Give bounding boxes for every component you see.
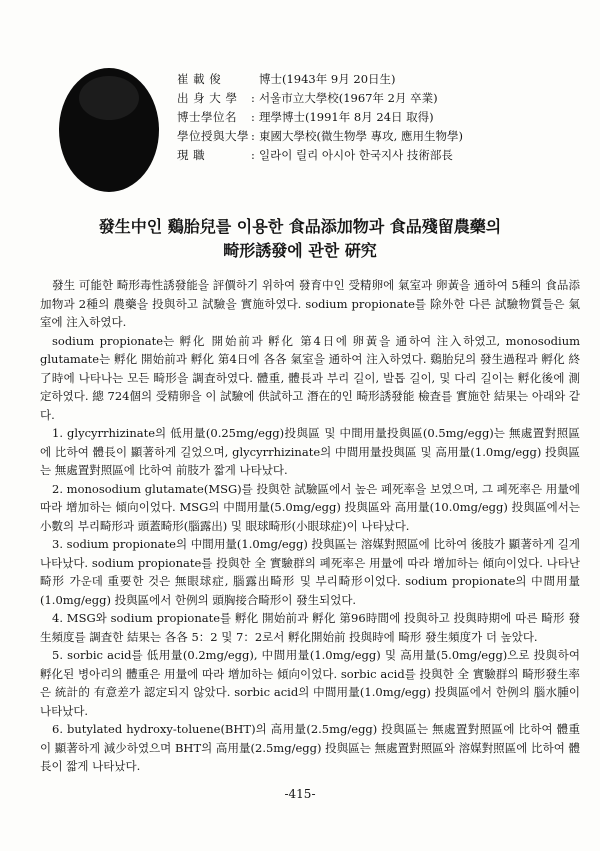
bio-label: 博士學位名 — [177, 110, 237, 124]
abstract-paragraph: 2. monosodium glutamate(MSG)를 投與한 試驗區에서 높은 폐死率을 보였으며, 그 폐死率은 用量에 따라 增加하는 傾向이었다. MSG의 中間用量(5.0mg/egg) 投與區와 高用量(10.0mg/egg) 投與區에서는 小數의 부리畸形과 頭蓋畸形(腦露出) 및 眼球畸形(小眼球症)이 나타났다. — [40, 481, 580, 533]
abstract-paragraph: 3. sodium propionate의 中間用量(1.0mg/egg) 投與區는 溶媒對照區에 比하여 後肢가 顯著하게 길게 나타났다. sodium propionate를 投與한 全 實驗群의 폐死率은 用量에 따라 增加하는 傾向이었다. 나타난 畸形 가운데 重要한 것은 無眼球症, 腦露出畸形 및 부리畸形이었다. sodium propionate의 中間用量(1.0mg/egg) 投與區에서 한例의 頭胸接合畸形이 發生되었다. — [40, 537, 580, 607]
author-name: 崔 載 俊 — [177, 72, 222, 86]
abstract-paragraph: 發生 可能한 畸形毒性誘發能을 評價하기 위하여 發育中인 受精卵에 氣室과 卵黃을 通하여 5種의 食品添加物과 2種의 農藥을 投與하고 試驗을 實施하였다. sodium propionate를 除外한 다른 試驗物質들은 氣室에 注入하였다. — [40, 278, 580, 329]
abstract-paragraph: 6. butylated hydroxy-toluene(BHT)의 高用量(2.5mg/egg) 投與區는 無處置對照區에 比하여 體重이 顯著하게 減少하였으며 BHT의 高用量(2.5mg/egg) 投與區는 無處置對照區와 溶媒對照區에 比하여 體長이 짧게 나타났다. — [40, 722, 580, 773]
bio-value: 서울市立大學校(1967年 2月 卒業) — [259, 91, 438, 105]
abstract-paragraph: 4. MSG와 sodium propionate를 孵化 開始前과 孵化 第96時間에 投與하고 投與時期에 따른 畸形 發生頻度를 調査한 結果는 各各 5：2 및 7：2로서 孵化開始前 投與時에 畸形 發生頻度가 더 높았다. — [40, 611, 580, 644]
abstract-paragraph: 1. glycyrrhizinate의 低用量(0.25mg/egg)投與區 및 中間用量投與區(0.5mg/egg)는 無處置對照區에 比하여 體長이 顯著하게 길었으며, glycyrrhizinate의 中間用量投與區 및 高用量(1.0mg/egg) 投與區는 無處置對照區에 比하여 前肢가 짧게 나타났다. — [40, 426, 580, 477]
bio-value: 理學博士(1991年 8月 24日 取得) — [259, 110, 434, 124]
paper-title — [0, 215, 600, 263]
abstract-paragraph: 5. sorbic acid를 低用量(0.2mg/egg), 中間用量(1.0mg/egg) 및 高用量(5.0mg/egg)으로 投與하여 孵化된 병아리의 體重은 用量에 따라 增加하는 傾向이었다. sorbic acid를 投與한 全 實驗群의 畸形發生率은 統計的 有意差가 認定되지 않았다. sorbic acid의 中間用量(1.0mg/egg) 投與區에서 한例의 腦水腫이 나타났다. — [40, 648, 580, 718]
author-bio — [177, 70, 463, 165]
page-number: -415- — [284, 787, 316, 801]
bio-label: 現 職 — [177, 148, 206, 162]
author-photo — [58, 68, 160, 196]
title-line: 畸形誘發에 관한 硏究 — [223, 241, 377, 260]
author-portrait-image — [58, 68, 160, 196]
abstract-body — [40, 276, 580, 776]
abstract-paragraph: sodium propionate는 孵化 開始前과 孵化 第4日에 卵黃을 通하여 注入하였고, monosodium glutamate는 孵化 開始前과 孵化 第4日에 各各 氣室을 通하여 注入하였다. 鷄胎兒의 發生過程과 孵化 終了時에 나타나는 모든 畸形을 調査하였다. 體重, 體長과 부리 길이, 발톱 길이, 및 다리 길이는 孵化後에 測定하였다. 總 724個의 受精卵을 이 試驗에 供試하고 潛在的인 畸形誘發能 檢査를 實施한 結果는 아래와 같다. — [40, 333, 580, 422]
bio-value: 일라이 릴리 아시아 한국지사 技術部長 — [259, 148, 453, 162]
bio-label: 學位授與大學 — [177, 129, 249, 143]
bio-row: 出 身 大 學 : 서울市立大學校(1967年 2月 卒業) — [177, 89, 463, 108]
bio-value: 東國大學校(微生物學 專攻, 應用生物學) — [259, 129, 463, 143]
author-name-row — [177, 70, 463, 89]
bio-label: 出 身 大 學 — [177, 91, 238, 105]
author-degree: 博士(1943年 9月 20日生) — [259, 72, 396, 86]
title-line: 發生中인 鷄胎兒를 이용한 食品添加物과 食品殘留農藥의 — [98, 217, 502, 236]
bio-row: 博士學位名 : 理學博士(1991年 8月 24日 取得) — [177, 108, 463, 127]
bio-row: 學位授與大學 : 東國大學校(微生物學 專攻, 應用生物學) — [177, 127, 463, 146]
bio-row: 現 職 : 일라이 릴리 아시아 한국지사 技術部長 — [177, 146, 463, 165]
